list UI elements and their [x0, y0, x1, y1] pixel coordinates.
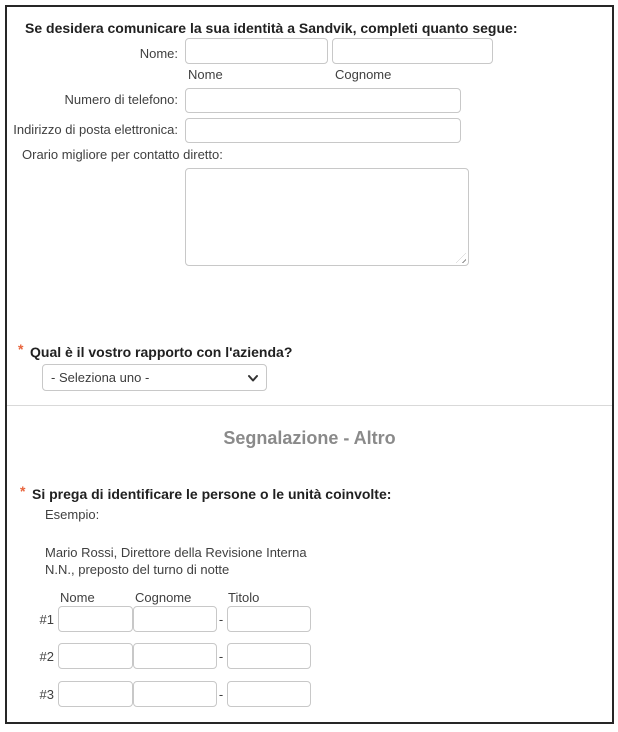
form-panel: [5, 5, 614, 724]
person-2-cognome-input[interactable]: [133, 643, 217, 669]
example-label: Esempio:: [45, 507, 100, 522]
people-question: Si prega di identificare le persone o le unità coinvolte:: [32, 486, 392, 502]
person-2-nome-input[interactable]: [58, 643, 133, 669]
table-header-titolo: Titolo: [228, 590, 260, 605]
first-name-sublabel: Nome: [188, 67, 223, 82]
relationship-select[interactable]: [42, 364, 267, 391]
dash-separator: -: [218, 687, 224, 702]
row-label: #2: [39, 649, 54, 664]
table-header-nome: Nome: [60, 590, 95, 605]
dash-separator: -: [218, 649, 224, 664]
example-line: Mario Rossi, Direttore della Revisione Interna: [45, 545, 307, 560]
section-heading: Segnalazione - Altro: [223, 428, 396, 448]
phone-input[interactable]: [185, 88, 461, 113]
relationship-question: Qual è il vostro rapporto con l'azienda?: [30, 344, 293, 360]
first-name-input[interactable]: [185, 38, 328, 64]
required-asterisk: *: [18, 341, 24, 357]
intro-heading: Se desidera comunicare la sua identità a Sandvik, completi quanto segue:: [25, 20, 518, 36]
best-time-textarea[interactable]: [185, 168, 469, 266]
last-name-sublabel: Cognome: [335, 67, 392, 82]
last-name-input[interactable]: [332, 38, 493, 64]
phone-label: Numero di telefono:: [64, 92, 178, 107]
person-3-titolo-input[interactable]: [227, 681, 311, 707]
email-label: Indirizzo di posta elettronica:: [13, 122, 178, 137]
row-label: #3: [39, 687, 54, 702]
required-asterisk: *: [20, 483, 26, 499]
example-line: N.N., preposto del turno di notte: [45, 562, 230, 577]
row-label: #1: [39, 612, 54, 627]
best-time-textarea-wrap: [185, 168, 469, 266]
person-1-cognome-input[interactable]: [133, 606, 217, 632]
best-time-label: Orario migliore per contatto diretto:: [22, 147, 223, 162]
section-divider: [7, 405, 612, 406]
dash-separator: -: [218, 612, 224, 627]
person-1-titolo-input[interactable]: [227, 606, 311, 632]
email-input[interactable]: [185, 118, 461, 143]
table-header-cognome: Cognome: [135, 590, 192, 605]
relationship-select-wrap: [42, 364, 267, 391]
person-3-nome-input[interactable]: [58, 681, 133, 707]
name-label: Nome:: [139, 46, 178, 61]
person-1-nome-input[interactable]: [58, 606, 133, 632]
person-2-titolo-input[interactable]: [227, 643, 311, 669]
person-3-cognome-input[interactable]: [133, 681, 217, 707]
